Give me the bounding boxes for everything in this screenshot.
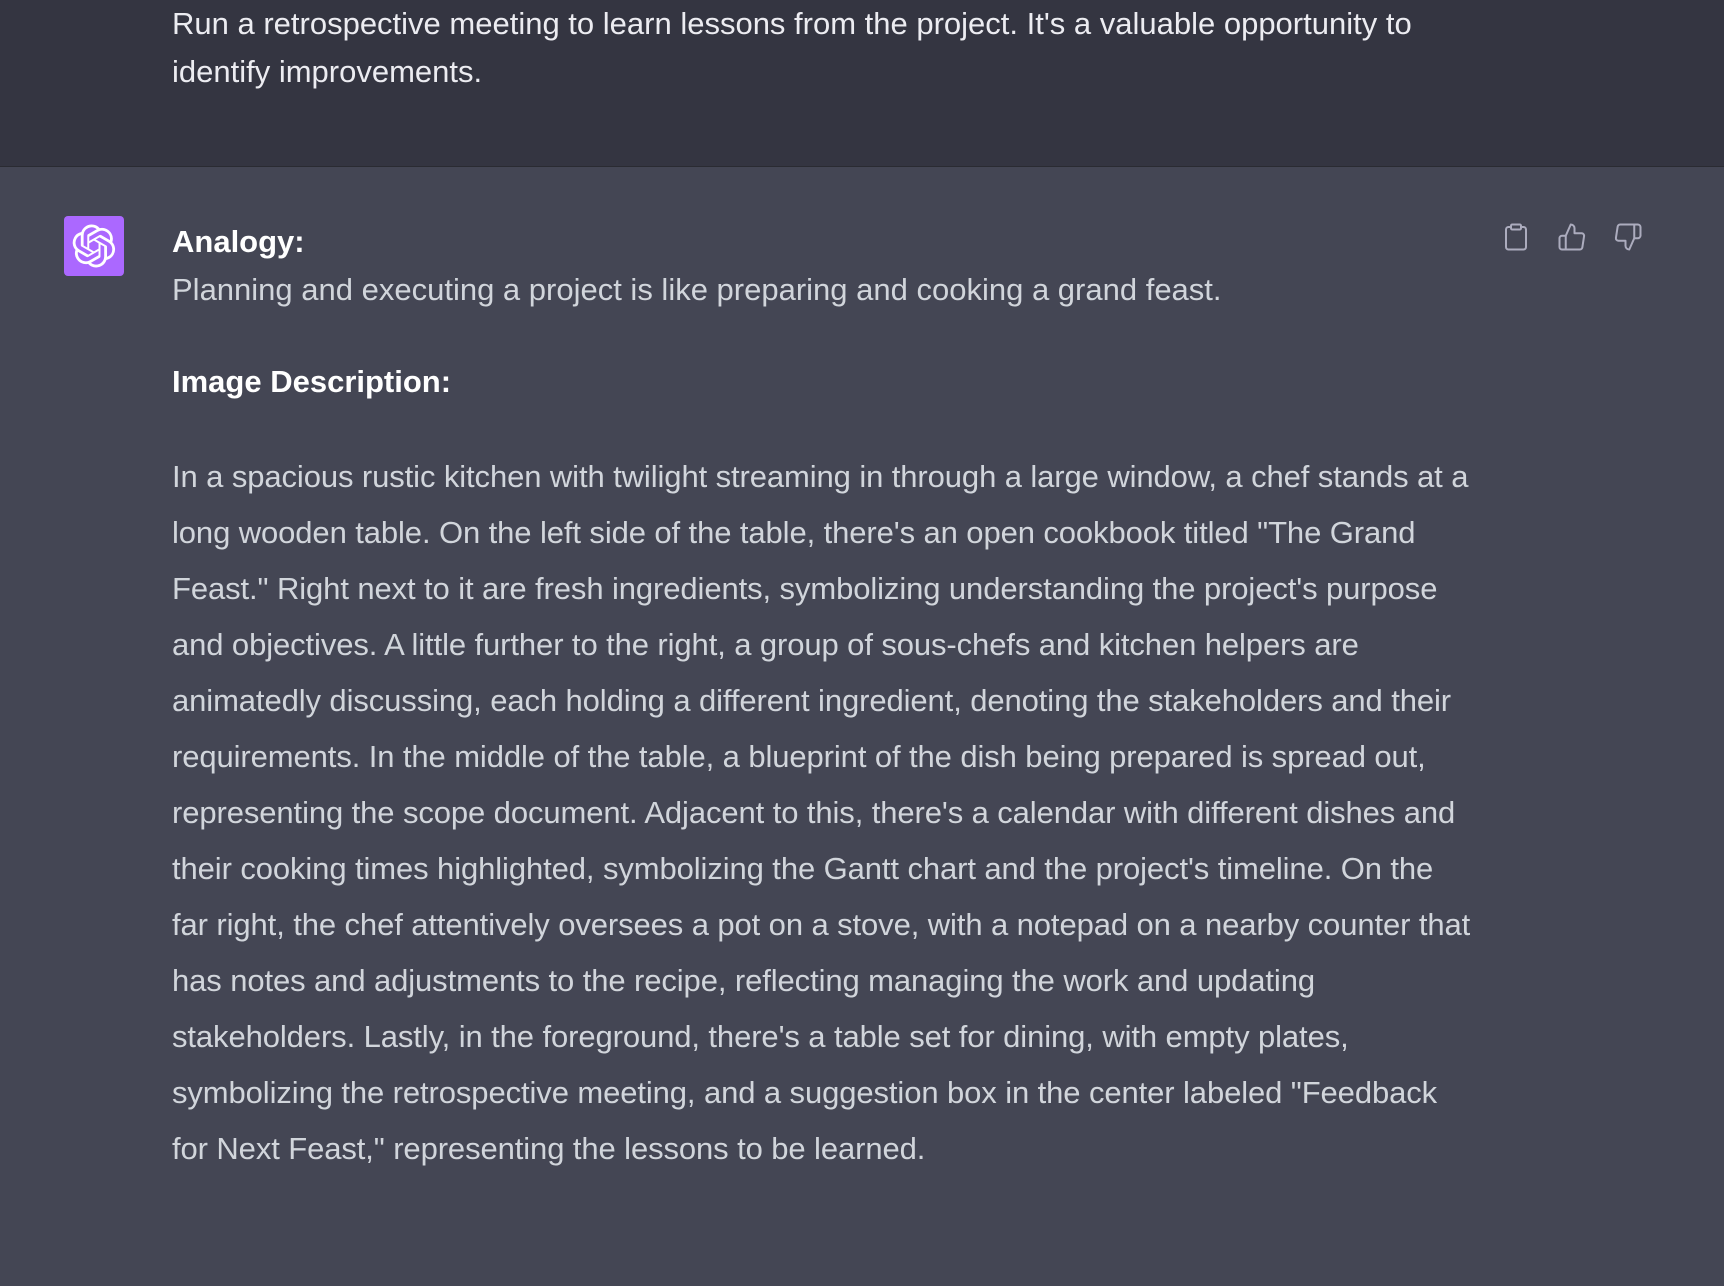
analogy-text: Planning and executing a project is like preparing and cooking a grand feast.: [172, 272, 1222, 307]
assistant-message: [0, 167, 1724, 1286]
openai-logo-icon: [72, 224, 116, 268]
message-actions: [1500, 221, 1644, 253]
thumbs-up-icon: [1557, 222, 1587, 252]
image-description-text: In a spacious rustic kitchen with twilight streaming in through a large window, a chef stands at a long wooden table. On the left side of the table, there's an open cookbook titled "The Grand Feast." Right next to it are fresh ingredients, symbolizing understanding the project's purpose and objectives. A little further to the right, a group of sous-chefs and kitchen helpers are animatedly discussing, each holding a different ingredient, denoting the stakeholders and their requirements. In the middle of the table, a blueprint of the dish being prepared is spread out, representing the scope document. Adjacent to this, there's a calendar with different dishes and their cooking times highlighted, symbolizing the Gantt chart and the project's timeline. On the far right, the chef attentively oversees a pot on a stove, with a notepad on a nearby counter that has notes and adjustments to the recipe, reflecting managing the work and updating stakeholders. Lastly, in the foreground, there's a table set for dining, with empty plates, symbolizing the retrospective meeting, and a suggestion box in the center labeled "Feedback for Next Feast," representing the lessons to be learned.: [172, 459, 1471, 1166]
assistant-avatar: [64, 216, 124, 276]
user-message-text: Run a retrospective meeting to learn lessons from the project. It's a valuable opportunity to identify improvements.: [172, 6, 1412, 89]
image-description-heading: Image Description:: [172, 364, 452, 399]
analogy-heading: Analogy:: [172, 224, 305, 259]
thumbs-up-button[interactable]: [1556, 221, 1588, 253]
assistant-message-content: [172, 222, 1472, 1177]
user-message: [0, 0, 1724, 167]
clipboard-icon: [1501, 222, 1531, 252]
copy-button[interactable]: [1500, 221, 1532, 253]
thumbs-down-button[interactable]: [1612, 221, 1644, 253]
thumbs-down-icon: [1613, 222, 1643, 252]
